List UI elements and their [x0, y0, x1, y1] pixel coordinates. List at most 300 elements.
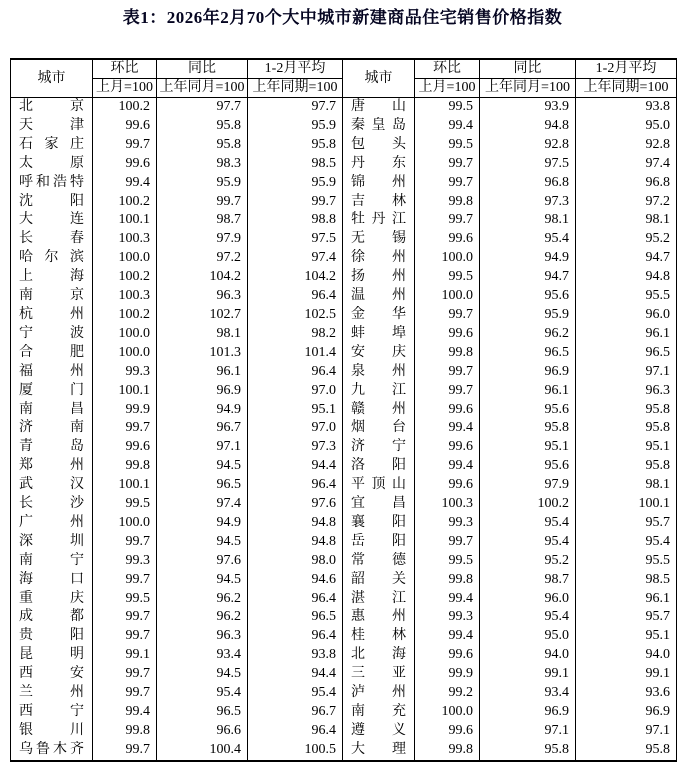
- yoy-cell: 97.7: [157, 98, 248, 117]
- mom-cell: 99.5: [415, 552, 480, 571]
- city-cell: 岳阳: [343, 533, 415, 552]
- yoy-cell: 94.0: [480, 646, 576, 665]
- table-row: [11, 703, 677, 722]
- city-cell: 烟台: [343, 419, 415, 438]
- yoy-cell: 97.9: [480, 476, 576, 495]
- city-cell: 无锡: [343, 230, 415, 249]
- avg-cell: 95.0: [576, 117, 677, 136]
- yoy-cell: 104.2: [157, 268, 248, 287]
- mom-cell: 99.7: [93, 741, 157, 761]
- mom-cell: 99.3: [93, 552, 157, 571]
- mom-cell: 100.0: [415, 703, 480, 722]
- city-cell: 宜昌: [343, 495, 415, 514]
- city-cell: 济宁: [343, 438, 415, 457]
- avg-cell: 96.8: [576, 174, 677, 193]
- avg-cell: 97.2: [576, 193, 677, 212]
- city-cell: 金华: [343, 306, 415, 325]
- city-cell: 大理: [343, 741, 415, 761]
- city-cell: 青岛: [11, 438, 93, 457]
- avg-cell: 96.4: [248, 590, 343, 609]
- mom-cell: 100.0: [415, 287, 480, 306]
- mom-cell: 100.2: [93, 306, 157, 325]
- mom-cell: 100.3: [93, 287, 157, 306]
- avg-cell: 95.5: [576, 287, 677, 306]
- yoy-cell: 94.5: [157, 533, 248, 552]
- city-cell: 武汉: [11, 476, 93, 495]
- avg-cell: 99.1: [576, 665, 677, 684]
- mom-cell: 99.8: [93, 722, 157, 741]
- yoy-cell: 96.9: [480, 703, 576, 722]
- mom-cell: 100.0: [93, 325, 157, 344]
- city-cell: 韶关: [343, 571, 415, 590]
- yoy-cell: 101.3: [157, 344, 248, 363]
- mom-cell: 99.7: [93, 665, 157, 684]
- table-row: [11, 401, 677, 420]
- table-row: [11, 193, 677, 212]
- avg-cell: 97.7: [248, 98, 343, 117]
- yoy-cell: 98.1: [157, 325, 248, 344]
- yoy-cell: 94.5: [157, 665, 248, 684]
- city-cell: 常德: [343, 552, 415, 571]
- mom-cell: 99.6: [415, 230, 480, 249]
- header-mom-left: 环比: [93, 59, 157, 79]
- avg-cell: 96.1: [576, 325, 677, 344]
- city-cell: 南昌: [11, 401, 93, 420]
- city-cell: 广州: [11, 514, 93, 533]
- mom-cell: 99.6: [415, 722, 480, 741]
- yoy-cell: 100.4: [157, 741, 248, 761]
- mom-cell: 99.2: [415, 684, 480, 703]
- city-cell: 西安: [11, 665, 93, 684]
- mom-cell: 100.0: [93, 249, 157, 268]
- table-row: [11, 476, 677, 495]
- mom-cell: 99.4: [415, 627, 480, 646]
- avg-cell: 97.1: [576, 722, 677, 741]
- mom-cell: 99.3: [415, 608, 480, 627]
- city-cell: 徐州: [343, 249, 415, 268]
- avg-cell: 95.8: [576, 457, 677, 476]
- avg-cell: 98.0: [248, 552, 343, 571]
- header-mom-base-right: 上月=100: [415, 79, 480, 98]
- header-yoy-right: 同比: [480, 59, 576, 79]
- avg-cell: 95.8: [576, 401, 677, 420]
- yoy-cell: 97.1: [480, 722, 576, 741]
- avg-cell: 94.4: [248, 665, 343, 684]
- table-row: [11, 608, 677, 627]
- price-index-table: [10, 58, 677, 762]
- mom-cell: 99.8: [415, 741, 480, 761]
- mom-cell: 99.5: [93, 590, 157, 609]
- avg-cell: 94.4: [248, 457, 343, 476]
- mom-cell: 100.0: [93, 514, 157, 533]
- avg-cell: 97.6: [248, 495, 343, 514]
- city-cell: 上海: [11, 268, 93, 287]
- mom-cell: 99.7: [93, 627, 157, 646]
- city-cell: 深圳: [11, 533, 93, 552]
- mom-cell: 99.5: [415, 136, 480, 155]
- table-row: [11, 741, 677, 761]
- mom-cell: 99.6: [415, 476, 480, 495]
- table-row: [11, 438, 677, 457]
- mom-cell: 99.4: [415, 590, 480, 609]
- avg-cell: 98.1: [576, 476, 677, 495]
- city-cell: 海口: [11, 571, 93, 590]
- mom-cell: 100.3: [415, 495, 480, 514]
- avg-cell: 98.8: [248, 211, 343, 230]
- mom-cell: 100.2: [93, 268, 157, 287]
- yoy-cell: 99.1: [480, 665, 576, 684]
- yoy-cell: 97.1: [157, 438, 248, 457]
- avg-cell: 96.4: [248, 722, 343, 741]
- yoy-cell: 96.2: [157, 608, 248, 627]
- avg-cell: 96.4: [248, 476, 343, 495]
- mom-cell: 99.7: [93, 684, 157, 703]
- yoy-cell: 95.6: [480, 457, 576, 476]
- avg-cell: 95.7: [576, 514, 677, 533]
- avg-cell: 101.4: [248, 344, 343, 363]
- mom-cell: 99.7: [93, 136, 157, 155]
- yoy-cell: 94.5: [157, 457, 248, 476]
- mom-cell: 99.6: [93, 438, 157, 457]
- table-row: [11, 174, 677, 193]
- city-cell: 合肥: [11, 344, 93, 363]
- mom-cell: 99.7: [93, 533, 157, 552]
- avg-cell: 95.1: [576, 627, 677, 646]
- city-cell: 长春: [11, 230, 93, 249]
- yoy-cell: 98.3: [157, 155, 248, 174]
- yoy-cell: 95.9: [157, 174, 248, 193]
- mom-cell: 99.1: [93, 646, 157, 665]
- yoy-cell: 97.5: [480, 155, 576, 174]
- yoy-cell: 97.2: [157, 249, 248, 268]
- city-cell: 银川: [11, 722, 93, 741]
- header-city-right: 城市: [343, 59, 415, 98]
- avg-cell: 97.1: [576, 363, 677, 382]
- header-mom-base-left: 上月=100: [93, 79, 157, 98]
- city-cell: 唐山: [343, 98, 415, 117]
- city-cell: 西宁: [11, 703, 93, 722]
- avg-cell: 95.1: [248, 401, 343, 420]
- header-row-labels: [11, 59, 677, 79]
- mom-cell: 99.7: [415, 211, 480, 230]
- yoy-cell: 96.0: [480, 590, 576, 609]
- header-avg-base-right: 上年同期=100: [576, 79, 677, 98]
- mom-cell: 100.2: [93, 98, 157, 117]
- yoy-cell: 98.7: [157, 211, 248, 230]
- avg-cell: 96.5: [248, 608, 343, 627]
- table-row: [11, 117, 677, 136]
- mom-cell: 99.7: [415, 382, 480, 401]
- table-row: [11, 249, 677, 268]
- mom-cell: 99.6: [415, 438, 480, 457]
- city-cell: 赣州: [343, 401, 415, 420]
- table-row: [11, 419, 677, 438]
- city-cell: 安庆: [343, 344, 415, 363]
- table-row: [11, 627, 677, 646]
- mom-cell: 100.0: [415, 249, 480, 268]
- city-cell: 太原: [11, 155, 93, 174]
- city-cell: 湛江: [343, 590, 415, 609]
- mom-cell: 99.6: [415, 646, 480, 665]
- mom-cell: 100.3: [93, 230, 157, 249]
- table-row: [11, 684, 677, 703]
- avg-cell: 100.1: [576, 495, 677, 514]
- yoy-cell: 98.7: [480, 571, 576, 590]
- yoy-cell: 95.0: [480, 627, 576, 646]
- city-cell: 天津: [11, 117, 93, 136]
- table-row: [11, 571, 677, 590]
- yoy-cell: 96.9: [480, 363, 576, 382]
- city-cell: 遵义: [343, 722, 415, 741]
- mom-cell: 99.7: [415, 533, 480, 552]
- avg-cell: 96.4: [248, 287, 343, 306]
- mom-cell: 100.1: [93, 476, 157, 495]
- table-row: [11, 533, 677, 552]
- avg-cell: 95.8: [248, 136, 343, 155]
- city-cell: 包头: [343, 136, 415, 155]
- avg-cell: 96.9: [576, 703, 677, 722]
- table-row: [11, 306, 677, 325]
- avg-cell: 95.9: [248, 174, 343, 193]
- yoy-cell: 96.5: [157, 476, 248, 495]
- mom-cell: 99.7: [93, 608, 157, 627]
- mom-cell: 99.3: [415, 514, 480, 533]
- table-row: [11, 344, 677, 363]
- avg-cell: 104.2: [248, 268, 343, 287]
- city-cell: 锦州: [343, 174, 415, 193]
- city-cell: 南京: [11, 287, 93, 306]
- yoy-cell: 96.5: [157, 703, 248, 722]
- city-cell: 长沙: [11, 495, 93, 514]
- avg-cell: 94.8: [248, 533, 343, 552]
- yoy-cell: 97.3: [480, 193, 576, 212]
- avg-cell: 97.4: [576, 155, 677, 174]
- avg-cell: 97.0: [248, 382, 343, 401]
- mom-cell: 99.8: [415, 193, 480, 212]
- mom-cell: 99.7: [93, 571, 157, 590]
- yoy-cell: 94.9: [157, 401, 248, 420]
- mom-cell: 100.1: [93, 211, 157, 230]
- city-cell: 石家庄: [11, 136, 93, 155]
- mom-cell: 99.6: [93, 155, 157, 174]
- city-cell: 大连: [11, 211, 93, 230]
- mom-cell: 99.5: [415, 268, 480, 287]
- mom-cell: 99.4: [415, 419, 480, 438]
- yoy-cell: 95.4: [157, 684, 248, 703]
- mom-cell: 99.9: [93, 401, 157, 420]
- yoy-cell: 96.5: [480, 344, 576, 363]
- city-cell: 牡丹江: [343, 211, 415, 230]
- city-cell: 宁波: [11, 325, 93, 344]
- avg-cell: 94.7: [576, 249, 677, 268]
- avg-cell: 97.4: [248, 249, 343, 268]
- avg-cell: 94.6: [248, 571, 343, 590]
- yoy-cell: 95.4: [480, 608, 576, 627]
- mom-cell: 100.2: [93, 193, 157, 212]
- city-cell: 扬州: [343, 268, 415, 287]
- avg-cell: 97.5: [248, 230, 343, 249]
- page-title: 表1：2026年2月70个大中城市新建商品住宅销售价格指数: [122, 8, 563, 27]
- city-cell: 秦皇岛: [343, 117, 415, 136]
- table-row: [11, 495, 677, 514]
- mom-cell: 99.6: [415, 401, 480, 420]
- mom-cell: 99.7: [415, 363, 480, 382]
- mom-cell: 99.4: [415, 457, 480, 476]
- yoy-cell: 94.7: [480, 268, 576, 287]
- city-cell: 哈尔滨: [11, 249, 93, 268]
- table-header: [11, 59, 677, 98]
- table-row: [11, 722, 677, 741]
- header-avg-right: 1-2月平均: [576, 59, 677, 79]
- table-row: [11, 98, 677, 117]
- avg-cell: 96.7: [248, 703, 343, 722]
- mom-cell: 100.0: [93, 344, 157, 363]
- header-avg-left: 1-2月平均: [248, 59, 343, 79]
- table-row: [11, 211, 677, 230]
- header-yoy-base-left: 上年同月=100: [157, 79, 248, 98]
- city-cell: 吉林: [343, 193, 415, 212]
- mom-cell: 99.6: [415, 325, 480, 344]
- table-row: [11, 287, 677, 306]
- city-cell: 九江: [343, 382, 415, 401]
- avg-cell: 100.5: [248, 741, 343, 761]
- avg-cell: 97.0: [248, 419, 343, 438]
- mom-cell: 99.8: [93, 457, 157, 476]
- avg-cell: 94.0: [576, 646, 677, 665]
- yoy-cell: 92.8: [480, 136, 576, 155]
- mom-cell: 99.4: [93, 174, 157, 193]
- city-cell: 南充: [343, 703, 415, 722]
- avg-cell: 95.4: [576, 533, 677, 552]
- avg-cell: 93.6: [576, 684, 677, 703]
- mom-cell: 100.1: [93, 382, 157, 401]
- avg-cell: 92.8: [576, 136, 677, 155]
- avg-cell: 95.4: [248, 684, 343, 703]
- city-cell: 平顶山: [343, 476, 415, 495]
- mom-cell: 99.4: [415, 117, 480, 136]
- avg-cell: 95.7: [576, 608, 677, 627]
- yoy-cell: 93.4: [157, 646, 248, 665]
- city-cell: 呼和浩特: [11, 174, 93, 193]
- yoy-cell: 94.5: [157, 571, 248, 590]
- table-row: [11, 155, 677, 174]
- yoy-cell: 95.6: [480, 401, 576, 420]
- yoy-cell: 96.7: [157, 419, 248, 438]
- yoy-cell: 97.6: [157, 552, 248, 571]
- avg-cell: 96.4: [248, 363, 343, 382]
- yoy-cell: 97.9: [157, 230, 248, 249]
- city-cell: 三亚: [343, 665, 415, 684]
- city-cell: 贵阳: [11, 627, 93, 646]
- avg-cell: 98.5: [248, 155, 343, 174]
- city-cell: 丹东: [343, 155, 415, 174]
- avg-cell: 93.8: [576, 98, 677, 117]
- yoy-cell: 95.2: [480, 552, 576, 571]
- city-cell: 襄阳: [343, 514, 415, 533]
- avg-cell: 95.1: [576, 438, 677, 457]
- city-cell: 温州: [343, 287, 415, 306]
- yoy-cell: 95.4: [480, 230, 576, 249]
- avg-cell: 95.9: [248, 117, 343, 136]
- yoy-cell: 102.7: [157, 306, 248, 325]
- avg-cell: 95.5: [576, 552, 677, 571]
- city-cell: 蚌埠: [343, 325, 415, 344]
- yoy-cell: 95.8: [157, 117, 248, 136]
- yoy-cell: 95.8: [480, 741, 576, 761]
- avg-cell: 93.8: [248, 646, 343, 665]
- avg-cell: 96.0: [576, 306, 677, 325]
- yoy-cell: 96.1: [480, 382, 576, 401]
- city-cell: 郑州: [11, 457, 93, 476]
- mom-cell: 99.3: [93, 363, 157, 382]
- yoy-cell: 96.9: [157, 382, 248, 401]
- yoy-cell: 97.4: [157, 495, 248, 514]
- table-row: [11, 268, 677, 287]
- header-mom-right: 环比: [415, 59, 480, 79]
- table-row: [11, 325, 677, 344]
- yoy-cell: 96.2: [157, 590, 248, 609]
- city-cell: 泉州: [343, 363, 415, 382]
- avg-cell: 102.5: [248, 306, 343, 325]
- table-row: [11, 457, 677, 476]
- city-cell: 乌鲁木齐: [11, 741, 93, 761]
- avg-cell: 95.8: [576, 741, 677, 761]
- table-body: [11, 98, 677, 761]
- avg-cell: 98.1: [576, 211, 677, 230]
- avg-cell: 95.2: [576, 230, 677, 249]
- yoy-cell: 94.9: [157, 514, 248, 533]
- city-cell: 昆明: [11, 646, 93, 665]
- table-row: [11, 665, 677, 684]
- yoy-cell: 96.2: [480, 325, 576, 344]
- city-cell: 重庆: [11, 590, 93, 609]
- city-cell: 杭州: [11, 306, 93, 325]
- city-cell: 北京: [11, 98, 93, 117]
- city-cell: 惠州: [343, 608, 415, 627]
- table-row: [11, 382, 677, 401]
- mom-cell: 99.5: [415, 98, 480, 117]
- yoy-cell: 100.2: [480, 495, 576, 514]
- city-cell: 洛阳: [343, 457, 415, 476]
- header-avg-base-left: 上年同期=100: [248, 79, 343, 98]
- avg-cell: 97.3: [248, 438, 343, 457]
- mom-cell: 99.6: [93, 117, 157, 136]
- city-cell: 福州: [11, 363, 93, 382]
- city-cell: 成都: [11, 608, 93, 627]
- table-row: [11, 514, 677, 533]
- avg-cell: 99.7: [248, 193, 343, 212]
- yoy-cell: 95.6: [480, 287, 576, 306]
- yoy-cell: 93.4: [480, 684, 576, 703]
- header-yoy-base-right: 上年同月=100: [480, 79, 576, 98]
- header-yoy-left: 同比: [157, 59, 248, 79]
- mom-cell: 99.9: [415, 665, 480, 684]
- city-cell: 沈阳: [11, 193, 93, 212]
- yoy-cell: 94.8: [480, 117, 576, 136]
- mom-cell: 99.7: [415, 155, 480, 174]
- yoy-cell: 96.6: [157, 722, 248, 741]
- yoy-cell: 94.9: [480, 249, 576, 268]
- mom-cell: 99.7: [93, 419, 157, 438]
- mom-cell: 99.4: [93, 703, 157, 722]
- avg-cell: 96.5: [576, 344, 677, 363]
- yoy-cell: 93.9: [480, 98, 576, 117]
- yoy-cell: 96.8: [480, 174, 576, 193]
- table-row: [11, 363, 677, 382]
- city-cell: 桂林: [343, 627, 415, 646]
- mom-cell: 99.8: [415, 571, 480, 590]
- avg-cell: 96.3: [576, 382, 677, 401]
